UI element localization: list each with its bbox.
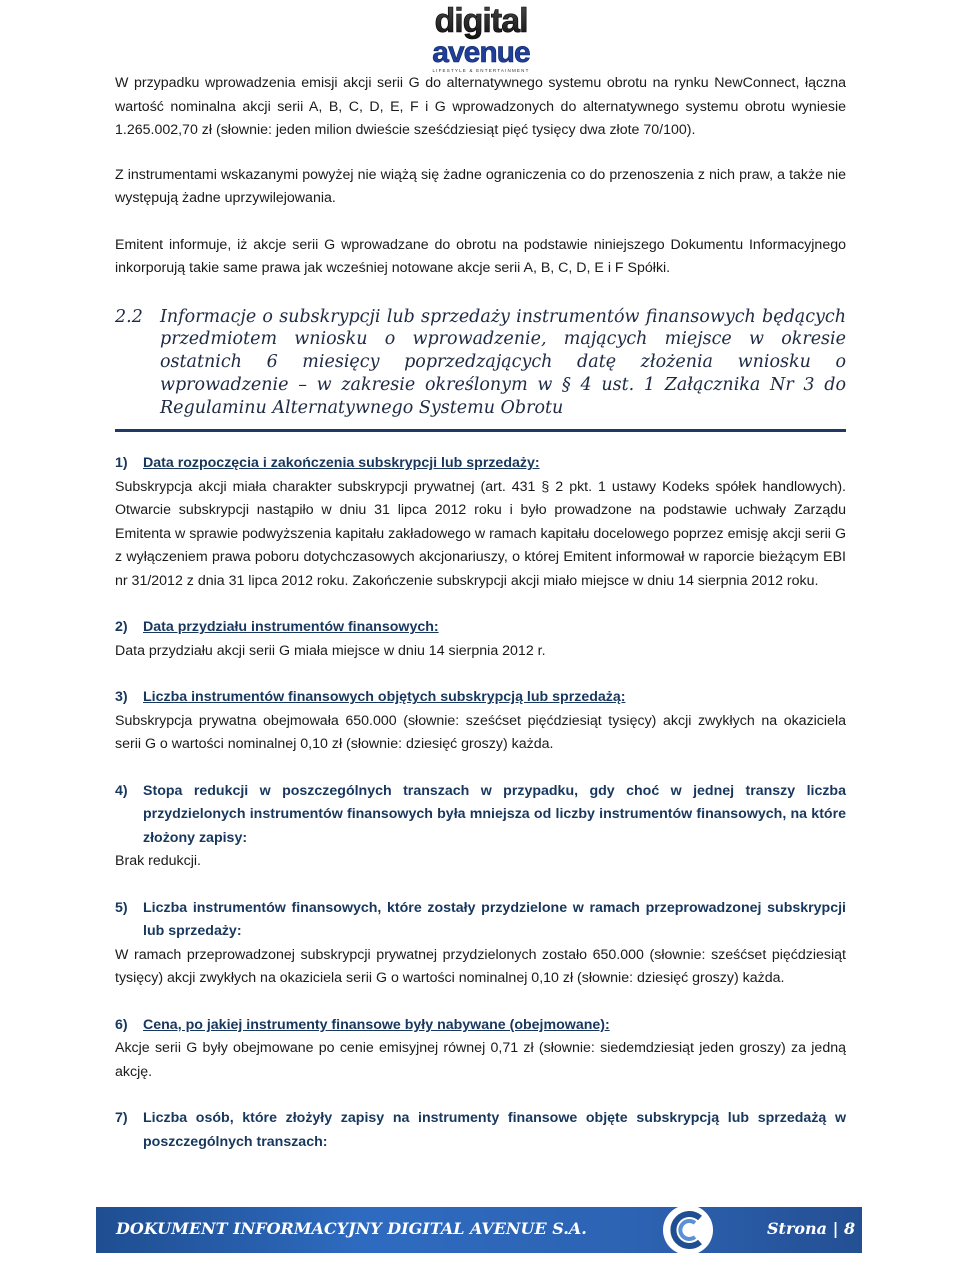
section-heading-number: 2.2 xyxy=(115,306,143,327)
subsection-title-text: Liczba instrumentów finansowych, które zostały przydzielone w ramach przeprowadzonej subskrypcji lub sprzedaży: xyxy=(143,899,846,940)
subsection-title xyxy=(115,452,846,476)
subsection-body: Subskrypcja akcji miała charakter subskrypcji prywatnej (art. 431 § 2 pkt. 1 ustawy Kodeks spółek handlowych). Otwarcie subskrypcji nastąpiło w dniu 31 lipca 2012 roku i było prowadzone na podstawie uchwały Zarządu Emitenta w sprawie podwyższenia kapitału zakładowego w ramach kapitału docelowego poprzez emisję akcji serii G z wyłączeniem prawa poboru dotychczasowych akcjonariuszy, o której Emitent informował w raporcie bieżącym EBI nr 31/2012 z dnia 31 lipca 2012 roku. Zakończenie subskrypcji akcji miało miejsce w dniu 14 sierpnia 2012 roku. xyxy=(115,478,846,589)
subsection-title xyxy=(115,686,846,710)
subsection-6 xyxy=(115,1014,846,1085)
digital-avenue-logo xyxy=(424,2,538,74)
subsection-number: 6) xyxy=(115,1016,128,1033)
subsection-title-text: Stopa redukcji w poszczególnych transzach w przypadku, gdy choć w jednej transzy liczba przydzielonych instrumentów finansowych była mniejsza od liczby instrumentów finansowych, na które złożony zapisy: xyxy=(143,782,846,846)
logo-line2: avenue xyxy=(432,36,530,69)
paragraph-restrictions: Z instrumentami wskazanymi powyżej nie wiążą się żadne ograniczenia co do przenoszenia z nich praw, a także nie występują żadne uprzywilejowania. xyxy=(115,166,846,206)
subsection-title-text: Liczba osób, które złożyły zapisy na instrumenty finansowe objęte subskrypcją lub sprzedażą w poszczególnych transzach: xyxy=(143,1110,846,1150)
subsection-title xyxy=(115,616,846,640)
subsection-number: 3) xyxy=(115,689,128,706)
subsection-body: Subskrypcja prywatna obejmowała 650.000 (słownie: sześćset pięćdziesiąt tysięcy) akcji zwykłych na okaziciela serii G o wartości nominalnej 0,10 zł (słownie: dziesięć groszy) każda. xyxy=(115,712,846,753)
subsection-7 xyxy=(115,1107,846,1154)
subsection-title-text: Data przydziału instrumentów finansowych: xyxy=(143,619,439,636)
paragraph-rights: Emitent informuje, iż akcje serii G wprowadzane do obrotu na podstawie niniejszego Dokumentu Informacyjnego inkorporują takie same prawa jak wcześniej notowane akcje serii A, B, C, D, E i F Spółki. xyxy=(115,236,846,276)
footer-document-title: DOKUMENT INFORMACYJNY DIGITAL AVENUE S.A. xyxy=(116,1219,587,1238)
subsection-body: Data przydziału akcji serii G miała miejsce w dniu 14 sierpnia 2012 r. xyxy=(115,642,546,659)
subsection-title-text: Data rozpoczęcia i zakończenia subskrypcji lub sprzedaży: xyxy=(143,455,540,472)
subsection-2 xyxy=(115,616,846,663)
page-footer xyxy=(0,1207,960,1253)
footer-page-number: Strona | 8 xyxy=(767,1219,856,1238)
subsection-number: 5) xyxy=(115,899,128,916)
subsection-title xyxy=(115,1014,846,1038)
company-emblem-icon xyxy=(662,1204,714,1256)
logo-line1: digital xyxy=(434,2,528,40)
subsection-title xyxy=(115,780,846,851)
subsection-number: 4) xyxy=(115,782,128,799)
logo-tagline: LIFESTYLE & ENTERTAINMENT xyxy=(432,68,530,73)
heading-rule xyxy=(115,429,846,432)
subsection-4 xyxy=(115,780,846,874)
section-heading-text: Informacje o subskrypcji lub sprzedaży instrumentów finansowych będących przedmiotem wniosku o wprowadzenie, mających miejsce w okresie ostatnich 6 miesięcy poprzedzających datę złożenia wniosku o wprowadzenie – w zakresie określonym w § 4 ust. 1 Załącznika Nr 3 do Regulaminu Alternatywnego Systemu Obrotu xyxy=(160,306,846,418)
subsection-number: 2) xyxy=(115,619,128,636)
subsection-title xyxy=(115,1107,846,1154)
subsection-title-text: Liczba instrumentów finansowych objętych subskrypcją lub sprzedażą: xyxy=(143,689,626,706)
subsection-number: 7) xyxy=(115,1110,128,1127)
subsection-title xyxy=(115,897,846,944)
document-body xyxy=(115,72,846,1154)
subsection-5 xyxy=(115,897,846,991)
subsection-number: 1) xyxy=(115,455,128,472)
subsection-1 xyxy=(115,452,846,593)
paragraph-nominal-value: W przypadku wprowadzenia emisji akcji serii G do alternatywnego systemu obrotu na rynku NewConnect, łączna wartość nominalna akcji serii A, B, C, D, E, F i G wprowadzonych do alternatywnego systemu obrotu wyniesie 1.265.002,70 zł (słownie: jeden milion dwieście sześćdziesiąt pięć tysięcy dwa złote 70/100). xyxy=(115,75,846,138)
section-heading xyxy=(115,306,846,420)
subsection-body: Akcje serii G były obejmowane po cenie emisyjnej równej 0,71 zł (słownie: siedemdziesiąt jeden groszy) za jedną akcję. xyxy=(115,1040,846,1080)
subsection-body: Brak redukcji. xyxy=(115,853,201,870)
subsection-3 xyxy=(115,686,846,757)
subsection-body: W ramach przeprowadzonej subskrypcji prywatnej przydzielonych zostało 650.000 (słownie: sześćset pięćdziesiąt tysięcy) akcji zwykłych na okaziciela serii G o wartości nominalnej 0,10 zł (słownie: dziesięć groszy) każda. xyxy=(115,946,846,987)
subsection-title-text: Cena, po jakiej instrumenty finansowe były nabywane (obejmowane): xyxy=(143,1016,610,1033)
